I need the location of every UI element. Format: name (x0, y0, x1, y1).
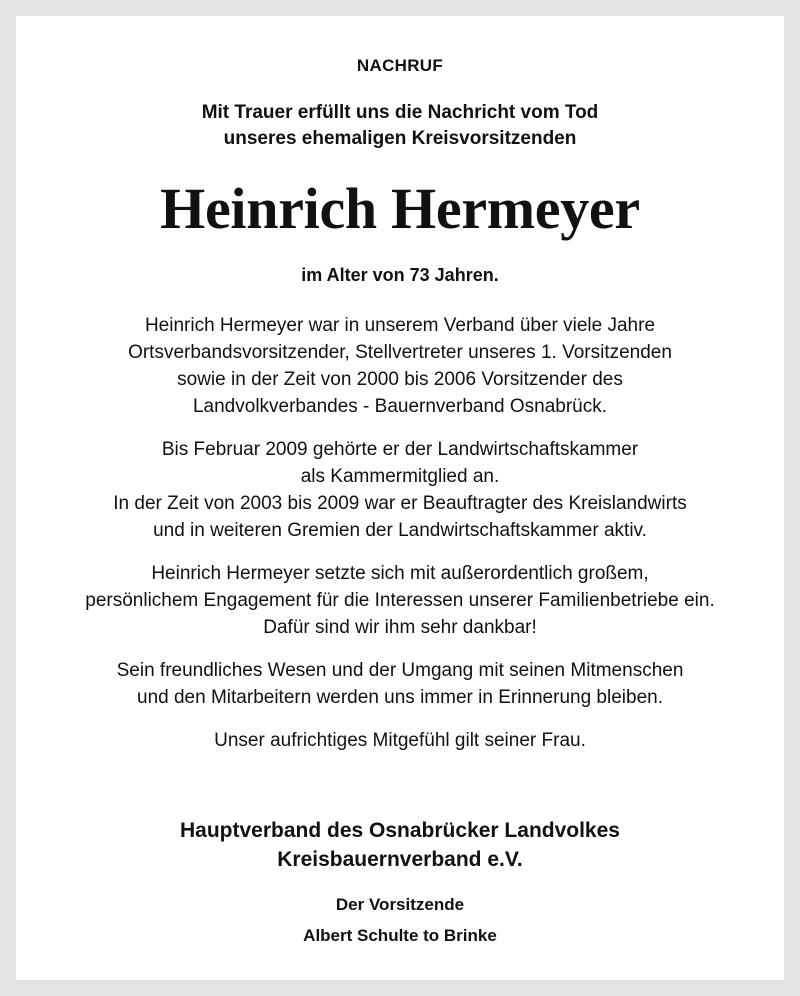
body-line: In der Zeit von 2003 bis 2009 war er Beauftragter des Kreislandwirts (113, 493, 687, 514)
body-line: Heinrich Hermeyer war in unserem Verband über viele Jahre (144, 315, 656, 336)
body-line: Unser aufrichtiges Mitgefühl gilt seiner Frau. (214, 730, 586, 751)
obituary-body (16, 312, 784, 770)
intro-line: unseres ehemaligen Kreisvorsitzenden (223, 128, 577, 149)
body-line: Ortsverbandsvorsitzender, Stellvertreter unseres 1. Vorsitzenden (128, 342, 672, 363)
age-text: im Alter von 73 Jahren. (301, 265, 499, 285)
paragraph-engagement (16, 560, 784, 641)
body-line: sowie in der Zeit von 2000 bis 2006 Vorsitzender des (177, 369, 623, 390)
body-line: Landvolkverbandes - Bauernverband Osnabrück. (192, 396, 608, 417)
intro-text (16, 100, 784, 152)
obituary-notice (16, 16, 784, 980)
body-line: und den Mitarbeitern werden uns immer in Erinnerung bleiben. (137, 687, 663, 708)
body-line: und in weiteren Gremien der Landwirtschaftskammer aktiv. (153, 520, 647, 541)
signatory-role: Der Vorsitzende (335, 895, 465, 914)
body-line: Dafür sind wir ihm sehr dankbar! (263, 617, 537, 638)
body-line: als Kammermitglied an. (300, 466, 500, 487)
body-line: Heinrich Hermeyer setzte sich mit außerordentlich großem, (151, 563, 649, 584)
deceased-name: Heinrich Hermeyer (160, 176, 640, 241)
notice-heading: NACHRUF (356, 56, 444, 75)
organization-line: Kreisbauernverband e.V. (277, 848, 523, 871)
body-line: persönlichem Engagement für die Interessen unserer Familienbetriebe ein. (85, 590, 715, 611)
paragraph-career (16, 312, 784, 420)
body-line: Bis Februar 2009 gehörte er der Landwirtschaftskammer (161, 439, 639, 460)
signature-block (16, 889, 784, 951)
intro-line: Mit Trauer erfüllt uns die Nachricht vom Tod (201, 102, 599, 123)
paragraph-remembrance (16, 657, 784, 711)
paragraph-chamber (16, 436, 784, 544)
body-line: Sein freundliches Wesen und der Umgang mit seinen Mitmenschen (116, 660, 684, 681)
paragraph-condolence (16, 727, 784, 754)
organization-name (16, 816, 784, 874)
signatory-name: Albert Schulte to Brinke (303, 926, 497, 945)
organization-line: Hauptverband des Osnabrücker Landvolkes (180, 819, 620, 842)
